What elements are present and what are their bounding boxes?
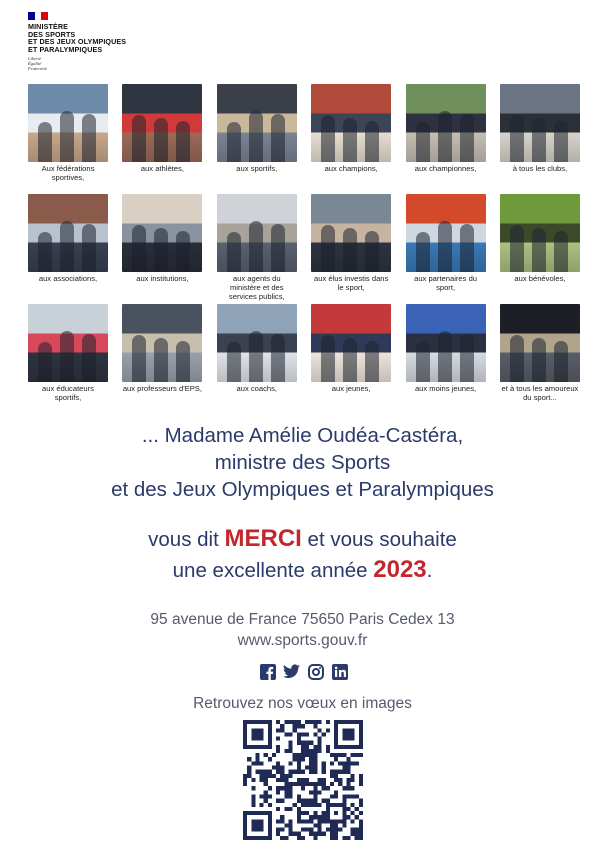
tile-photo bbox=[28, 304, 108, 382]
tile-caption: aux champions, bbox=[324, 164, 378, 173]
tile-photo bbox=[406, 304, 486, 382]
facebook-icon[interactable] bbox=[259, 663, 276, 680]
tile-caption: aux professeurs d'EPS, bbox=[122, 384, 202, 393]
person-silhouette bbox=[82, 334, 96, 382]
person-silhouette bbox=[321, 335, 335, 382]
tile-photo bbox=[217, 304, 297, 382]
message-line-1: ... Madame Amélie Oudéa-Castéra, bbox=[141, 424, 464, 447]
person-silhouette bbox=[132, 335, 146, 382]
merci-message bbox=[0, 524, 605, 586]
message-line-2: ministre des Sports bbox=[214, 451, 391, 474]
person-silhouette bbox=[271, 334, 285, 382]
message-line-3: et des Jeux Olympiques et Paralympiques bbox=[111, 478, 494, 501]
linkedin-icon[interactable] bbox=[331, 663, 348, 680]
message-line-5: une excellente année 2023. bbox=[172, 556, 433, 583]
person-silhouette bbox=[416, 342, 430, 382]
person-silhouette bbox=[510, 115, 524, 162]
person-silhouette bbox=[343, 338, 357, 382]
photo-tile bbox=[311, 304, 391, 414]
tile-photo bbox=[311, 304, 391, 382]
person-silhouette bbox=[416, 232, 430, 272]
tile-caption: aux moins jeunes, bbox=[414, 384, 477, 393]
photo-tile bbox=[217, 194, 297, 304]
person-silhouette bbox=[416, 122, 430, 162]
tile-photo bbox=[122, 84, 202, 162]
qr-code[interactable] bbox=[243, 720, 363, 840]
tile-caption: et à tous les amoureux du sport... bbox=[501, 384, 579, 402]
photo-tile bbox=[500, 194, 580, 304]
tile-photo bbox=[500, 304, 580, 382]
tile-caption: aux associations, bbox=[38, 274, 98, 283]
person-silhouette bbox=[249, 221, 263, 272]
tile-photo bbox=[217, 194, 297, 272]
person-silhouette bbox=[176, 341, 190, 382]
photo-tile bbox=[406, 84, 486, 194]
person-silhouette bbox=[554, 231, 568, 272]
photo-tile bbox=[122, 194, 202, 304]
person-silhouette bbox=[176, 231, 190, 272]
person-silhouette bbox=[60, 331, 74, 382]
person-silhouette bbox=[154, 338, 168, 382]
person-silhouette bbox=[176, 121, 190, 162]
tile-photo bbox=[406, 194, 486, 272]
tile-caption: aux éducateurs sportifs, bbox=[42, 384, 94, 402]
tile-photo bbox=[311, 194, 391, 272]
person-silhouette bbox=[365, 121, 379, 162]
person-silhouette bbox=[271, 114, 285, 162]
photo-tile bbox=[122, 84, 202, 194]
photo-tile bbox=[28, 304, 108, 414]
person-silhouette bbox=[460, 114, 474, 162]
ministry-logo bbox=[28, 12, 148, 71]
photo-tile bbox=[217, 84, 297, 194]
tile-photo bbox=[500, 84, 580, 162]
postal-address: 95 avenue de France 75650 Paris Cedex 13 bbox=[150, 611, 455, 628]
person-silhouette bbox=[249, 331, 263, 382]
person-silhouette bbox=[132, 225, 146, 272]
twitter-icon[interactable] bbox=[283, 663, 300, 680]
person-silhouette bbox=[554, 341, 568, 382]
photo-tile bbox=[406, 304, 486, 414]
person-silhouette bbox=[554, 121, 568, 162]
ministry-name: MINISTÈRE DES SPORTS ET DES JEUX OLYMPIQUES ET PARALYMPIQUES bbox=[28, 22, 127, 54]
person-silhouette bbox=[227, 122, 241, 162]
merci-highlight: MERCI bbox=[224, 525, 302, 552]
tile-photo bbox=[122, 194, 202, 272]
person-silhouette bbox=[365, 341, 379, 382]
person-silhouette bbox=[60, 111, 74, 162]
person-silhouette bbox=[38, 122, 52, 162]
photo-tile bbox=[500, 304, 580, 414]
person-silhouette bbox=[154, 228, 168, 272]
person-silhouette bbox=[227, 232, 241, 272]
tile-caption: aux élus investis dans le sport, bbox=[314, 274, 389, 292]
person-silhouette bbox=[321, 115, 335, 162]
tile-caption: aux athlètes, bbox=[140, 164, 184, 173]
tile-caption: aux bénévoles, bbox=[514, 274, 566, 283]
person-silhouette bbox=[532, 228, 546, 272]
person-silhouette bbox=[321, 225, 335, 272]
contact-block bbox=[0, 609, 605, 651]
person-silhouette bbox=[38, 232, 52, 272]
person-silhouette bbox=[60, 221, 74, 272]
person-silhouette bbox=[460, 224, 474, 272]
person-silhouette bbox=[460, 334, 474, 382]
photo-tile bbox=[28, 194, 108, 304]
person-silhouette bbox=[438, 221, 452, 272]
photo-tile bbox=[311, 194, 391, 304]
tile-photo bbox=[500, 194, 580, 272]
person-silhouette bbox=[510, 225, 524, 272]
thanks-message bbox=[0, 422, 605, 503]
photo-tile bbox=[122, 304, 202, 414]
person-silhouette bbox=[343, 118, 357, 162]
tile-caption: aux agents du ministère et des services publics, bbox=[228, 274, 285, 301]
instagram-icon[interactable] bbox=[307, 663, 324, 680]
person-silhouette bbox=[532, 118, 546, 162]
person-silhouette bbox=[532, 338, 546, 382]
person-silhouette bbox=[438, 331, 452, 382]
tile-caption: aux jeunes, bbox=[331, 384, 371, 393]
person-silhouette bbox=[365, 231, 379, 272]
person-silhouette bbox=[510, 335, 524, 382]
website-link[interactable]: www.sports.gouv.fr bbox=[237, 632, 368, 649]
social-icons bbox=[259, 663, 348, 680]
person-silhouette bbox=[82, 114, 96, 162]
photo-tile bbox=[28, 84, 108, 194]
tile-caption: aux championnes, bbox=[414, 164, 477, 173]
tile-caption: aux sportifs, bbox=[236, 164, 278, 173]
tile-caption: aux institutions, bbox=[136, 274, 189, 283]
tile-caption: aux partenaires du sport, bbox=[414, 274, 478, 292]
republic-motto: Liberté Égalité Fraternité bbox=[28, 56, 47, 72]
tile-caption: à tous les clubs, bbox=[512, 164, 568, 173]
person-silhouette bbox=[132, 115, 146, 162]
photo-tile bbox=[500, 84, 580, 194]
person-silhouette bbox=[227, 342, 241, 382]
photo-tile bbox=[217, 304, 297, 414]
french-flag-icon bbox=[28, 12, 48, 20]
person-silhouette bbox=[343, 228, 357, 272]
message-line-4: vous dit MERCI et vous souhaite bbox=[148, 525, 457, 552]
tile-caption: Aux fédérations sportives, bbox=[41, 164, 95, 182]
person-silhouette bbox=[249, 111, 263, 162]
person-silhouette bbox=[38, 342, 52, 382]
photo-tile bbox=[311, 84, 391, 194]
year-highlight: 2023 bbox=[373, 556, 427, 583]
tile-photo bbox=[311, 84, 391, 162]
photo-tile bbox=[406, 194, 486, 304]
tile-photo bbox=[406, 84, 486, 162]
person-silhouette bbox=[82, 224, 96, 272]
person-silhouette bbox=[438, 111, 452, 162]
qr-caption: Retrouvez nos vœux en images bbox=[193, 695, 412, 712]
tile-caption: aux coachs, bbox=[236, 384, 278, 393]
tile-photo bbox=[28, 84, 108, 162]
photo-grid bbox=[28, 84, 580, 414]
tile-photo bbox=[28, 194, 108, 272]
tile-photo bbox=[217, 84, 297, 162]
person-silhouette bbox=[271, 224, 285, 272]
person-silhouette bbox=[154, 118, 168, 162]
tile-photo bbox=[122, 304, 202, 382]
